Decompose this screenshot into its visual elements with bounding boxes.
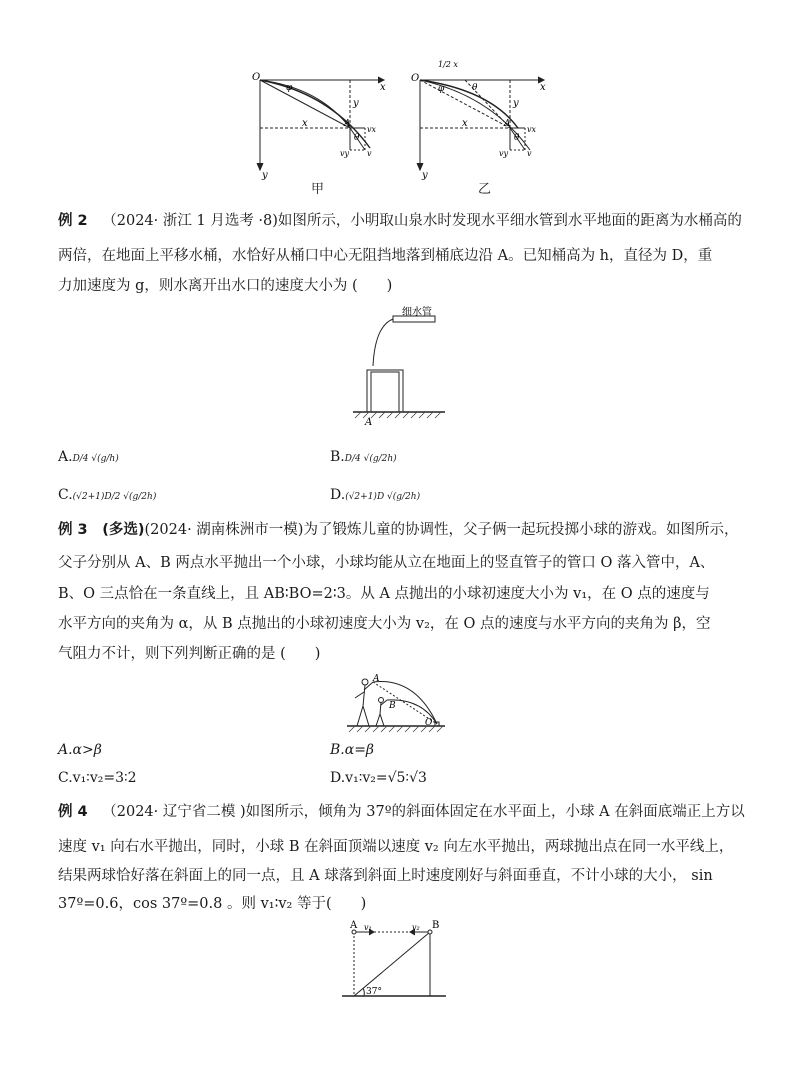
ex2-option-d[interactable] — [330, 487, 420, 503]
angle-phi-label: φ — [286, 83, 293, 93]
ex3-text-4: 水平方向的夹角为 α，从 B 点抛出的小球初速度大小为 v₂，在 O 点的速度与水平方向的夹角为 β，空 — [58, 616, 711, 632]
v2-label: v₂ — [412, 923, 420, 932]
point-a-label: A — [504, 119, 511, 129]
ex2-option-b[interactable] — [330, 449, 397, 465]
ex4-text-4: 37º=0.6，cos 37º=0.8 。则 v₁∶v₂ 等于( ) — [58, 896, 367, 912]
ex2-text-2: 两倍，在地面上平移水桶，水恰好从桶口中心无阻挡地落到桶底边沿 A。已知桶高为 h，直径为 D，重 — [58, 248, 713, 264]
y-axis-label: y — [422, 170, 428, 181]
ex2-text-3: 力加速度为 g，则水离开出水口的速度大小为 ( ) — [58, 278, 393, 294]
dim-y-label: y — [353, 98, 359, 109]
ex3-text-2: 父子分别从 A、B 两点水平抛出一个小球，小球均能从立在地面上的竖直管子的管口 O 落入管中，A、 — [58, 555, 715, 571]
figure-trajectory-yi — [400, 55, 550, 198]
point-b-label: B — [432, 920, 440, 931]
option-expr: D/4 √(g/2h) — [344, 454, 397, 464]
figure-incline-37 — [338, 918, 450, 1000]
point-o-label: O — [425, 718, 433, 728]
ex3-text-1: 为了锻炼儿童的协调性，父子俩一起玩投掷小球的游戏。如图所示， — [303, 522, 739, 538]
option-expr: (√2+1)D/2 √(g/2h) — [72, 492, 157, 502]
angle-theta2-label: θ — [514, 133, 520, 143]
option-expr: (√2+1)D √(g/2h) — [345, 492, 421, 502]
figure-father-son-throw — [345, 672, 450, 734]
angle-phi-label: φ — [438, 84, 445, 94]
ex4-source: （2024· 辽宁省二模 ) — [102, 804, 246, 820]
ex2-option-a[interactable] — [58, 449, 119, 465]
ex3-tag: (多选) — [102, 522, 145, 538]
half-x-label: 1/2 x — [438, 60, 458, 69]
ex2-option-c[interactable] — [58, 487, 156, 503]
ex3-option-d[interactable]: D.v₁∶v₂=√5∶√3 — [330, 770, 427, 786]
angle-theta-label: θ — [354, 133, 360, 143]
ex2-source: （2024· 浙江 1 月选考 ·8) — [102, 213, 278, 229]
angle-theta-label: θ — [472, 83, 478, 93]
vy-label: vy — [340, 149, 350, 158]
ex3-option-c[interactable]: C.v₁∶v₂=3∶2 — [58, 770, 137, 786]
ex3-option-a[interactable]: A.α>β — [58, 742, 102, 758]
option-letter: C. — [58, 487, 73, 503]
ex2-text-1: 如图所示，小明取山泉水时发现水平细水管到水平地面的距离为水桶高的 — [277, 213, 742, 229]
dim-x-label: x — [462, 118, 468, 129]
caption-yi: 乙 — [478, 182, 492, 197]
point-b-label: B — [389, 701, 396, 711]
ex3-option-b[interactable]: B.α=β — [330, 742, 375, 758]
vx-label: vx — [367, 125, 377, 134]
point-a-label: A — [365, 417, 373, 428]
ex4-label: 例 4 — [58, 804, 88, 820]
ex3-text-3: B、O 三点恰在一条直线上，且 AB∶BO=2∶3。从 A 点抛出的小球初速度大小为 v₁，在 O 点的速度与 — [58, 586, 710, 602]
figure-water-pipe-bucket — [345, 306, 465, 428]
ex4-line1 — [58, 802, 745, 822]
option-letter: D. — [330, 487, 346, 503]
ex4-text-3: 结果两球恰好落在斜面上的同一点，且 A 球落到斜面上时速度刚好与斜面垂直，不计小球的大小， sin — [58, 868, 713, 884]
origin-label: O — [411, 73, 420, 84]
point-a-label: A — [344, 119, 351, 129]
dim-y-label: y — [513, 98, 519, 109]
ex2-label: 例 2 — [58, 213, 88, 229]
option-letter: A. — [58, 449, 73, 465]
point-a-label: A — [350, 920, 358, 931]
vx-label: vx — [527, 125, 537, 134]
point-a-label: A — [373, 674, 380, 684]
ex4-text-2: 速度 v₁ 向右水平抛出，同时，小球 B 在斜面顶端以速度 v₂ 向左水平抛出，两球抛出点在同一水平线上， — [58, 839, 734, 855]
v1-label: v₁ — [364, 923, 372, 932]
v-label: v — [527, 149, 532, 158]
ex3-label: 例 3 — [58, 522, 88, 538]
ex3-text-5: 气阻力不计，则下列判断正确的是 ( ) — [58, 646, 321, 662]
y-axis-label: y — [262, 170, 268, 181]
option-letter: B. — [330, 449, 345, 465]
v-label: v — [367, 149, 372, 158]
x-axis-label: x — [540, 82, 546, 93]
vy-label: vy — [499, 149, 509, 158]
x-axis-label: x — [380, 82, 386, 93]
dim-x-label: x — [302, 118, 308, 129]
ex4-text-1: 如图所示，倾角为 37º的斜面体固定在水平面上，小球 A 在斜面底端正上方以 — [245, 804, 745, 820]
ex3-source: (2024· 湖南株洲市一模) — [144, 522, 304, 538]
caption-jia: 甲 — [311, 182, 325, 197]
angle-label: 37° — [366, 987, 382, 997]
ex2-line1 — [58, 211, 742, 231]
pipe-label: 细水管 — [402, 307, 432, 318]
origin-label: O — [252, 72, 261, 83]
figure-trajectory-jia — [250, 68, 390, 198]
ex3-line1 — [58, 520, 738, 540]
option-expr: D/4 √(g/h) — [72, 454, 119, 464]
